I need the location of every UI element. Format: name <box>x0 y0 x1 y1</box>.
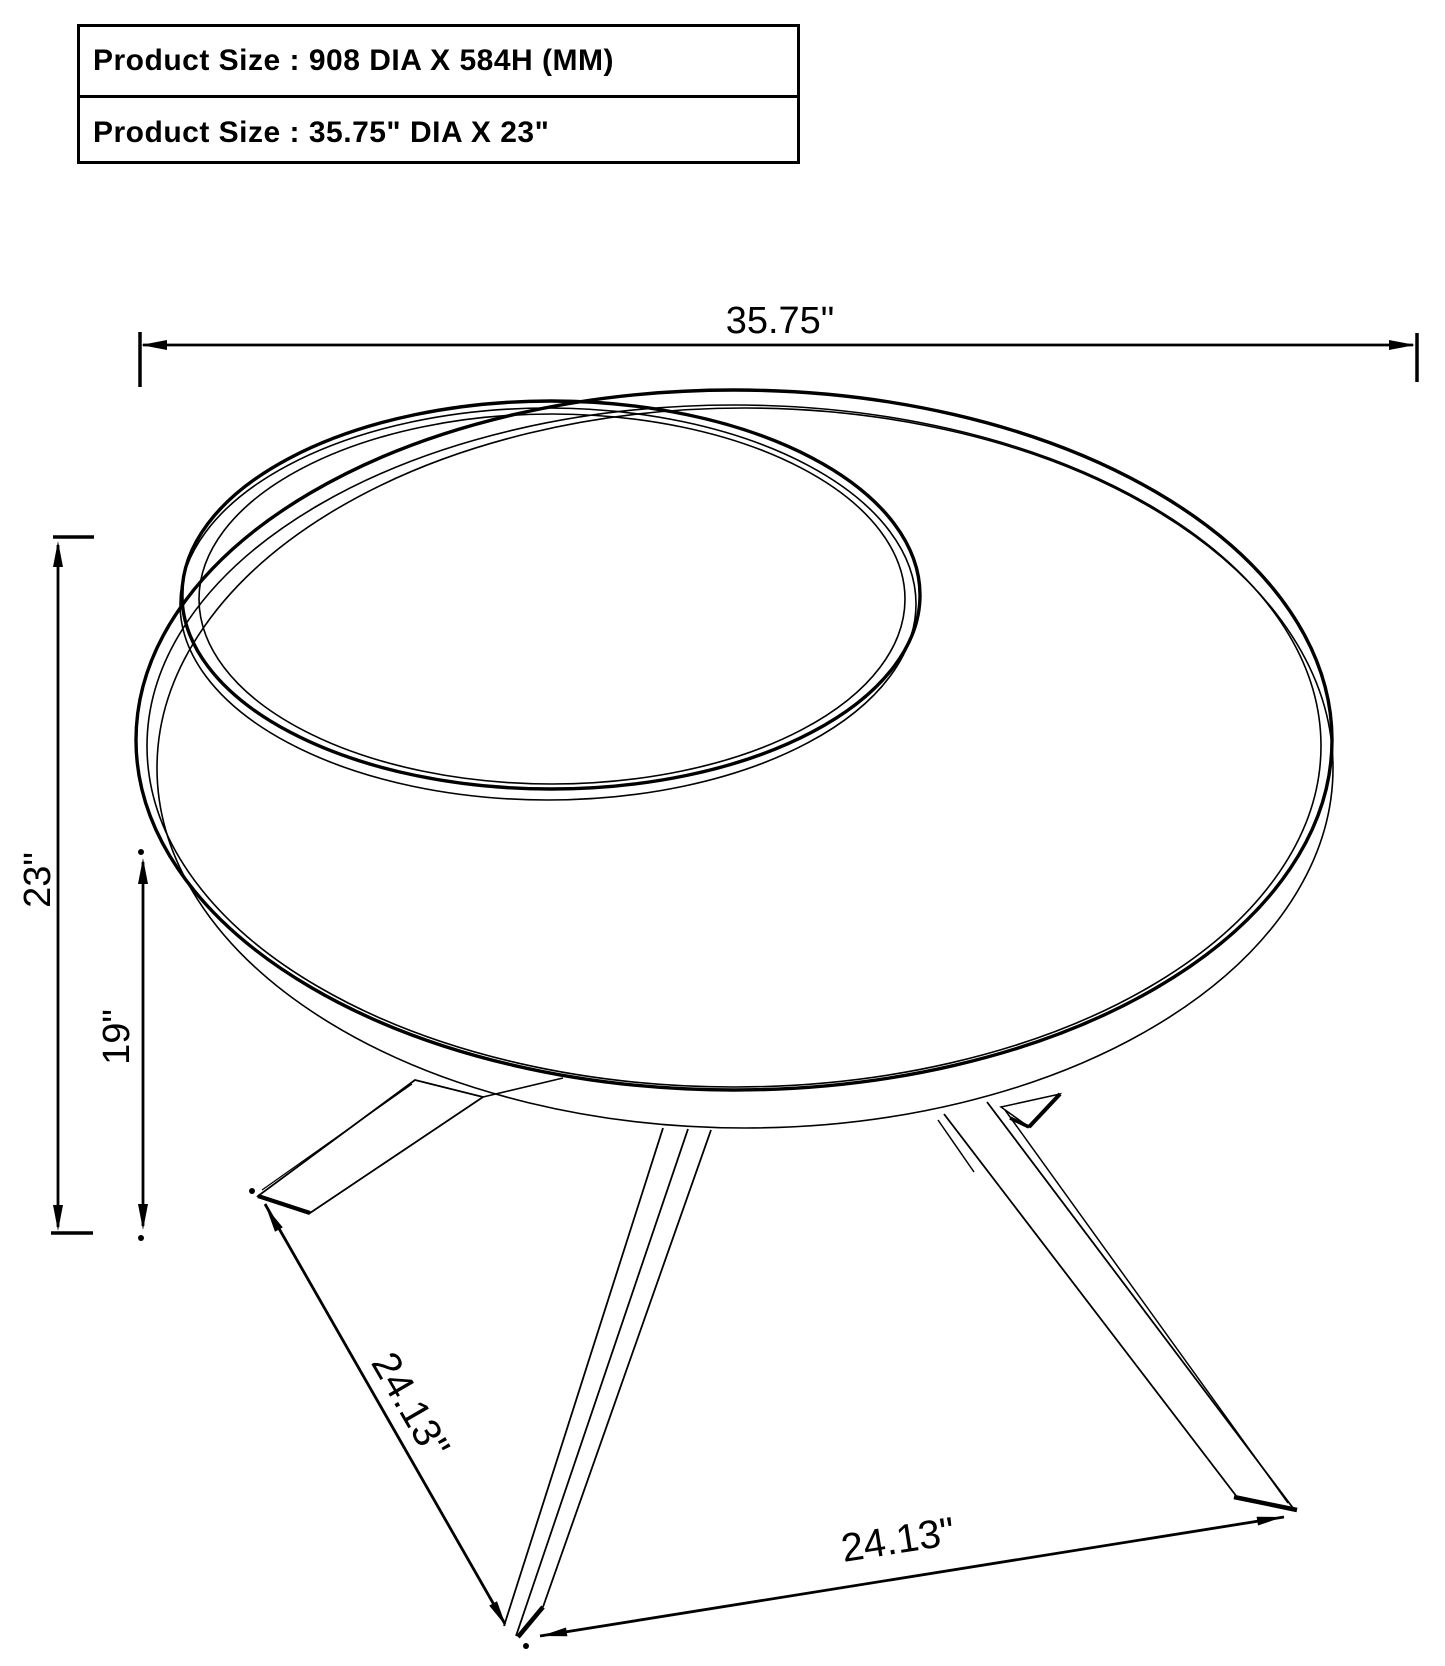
leg-left-edge-highlight <box>262 1084 412 1190</box>
leg-left <box>258 1078 563 1213</box>
arrowhead-lower <box>489 1601 506 1626</box>
dimension-leg-span-bottom <box>523 1509 1284 1649</box>
arrowhead-down <box>138 1204 148 1230</box>
leg-bracket <box>1001 1094 1060 1127</box>
upper-tier-rim-bottom-edge <box>180 408 916 800</box>
title-block-row-imperial <box>80 98 797 167</box>
leg-right <box>938 1102 1297 1510</box>
dimension-top-diameter <box>140 300 1417 387</box>
dim-label-leg-span-left: 24.13" <box>362 1345 458 1466</box>
product-size-metric: Product Size : 908 DIA X 584H (MM) <box>93 44 614 77</box>
arrowhead-down <box>53 1205 63 1231</box>
dim-label-leg-span-bottom: 24.13" <box>838 1509 958 1571</box>
arrowhead-left <box>541 1628 567 1637</box>
arrowhead-up <box>138 858 148 884</box>
title-block-row-metric <box>80 27 797 98</box>
dim-line <box>265 1204 505 1624</box>
dim-point-top <box>138 849 144 855</box>
dimension-leg-span-left <box>249 1188 506 1626</box>
title-block <box>77 24 800 164</box>
tabletop-upper-tier <box>180 401 920 800</box>
dim-point-bottom <box>138 1235 144 1241</box>
upper-tier-top-edge <box>182 401 920 789</box>
dimension-underside-height <box>96 849 148 1241</box>
arrowhead-right <box>1389 340 1415 350</box>
dim-label-underside-height: 19" <box>96 1009 138 1065</box>
dim-point <box>523 1643 529 1649</box>
dim-label-overall-height: 23" <box>17 852 59 908</box>
arrowhead-up <box>53 541 63 567</box>
lower-tier-rim-bottom-edge <box>157 408 1333 1128</box>
leg-bracket-edge <box>1029 1094 1060 1127</box>
upper-tier-inner-lip <box>199 414 905 784</box>
leg-front <box>504 1128 711 1637</box>
dimension-overall-height <box>17 537 94 1233</box>
arrowhead-right <box>1257 1517 1283 1526</box>
dim-point <box>249 1188 255 1194</box>
leg-right-foot <box>1234 1497 1297 1510</box>
leg-front-foot <box>518 1607 543 1637</box>
tabletop-lower-tier <box>136 390 1333 1128</box>
product-size-imperial: Product Size : 35.75" DIA X 23" <box>93 115 550 149</box>
dim-label-top-diameter: 35.75" <box>725 300 835 342</box>
arrowhead-upper <box>266 1207 283 1232</box>
arrowhead-left <box>141 340 167 350</box>
